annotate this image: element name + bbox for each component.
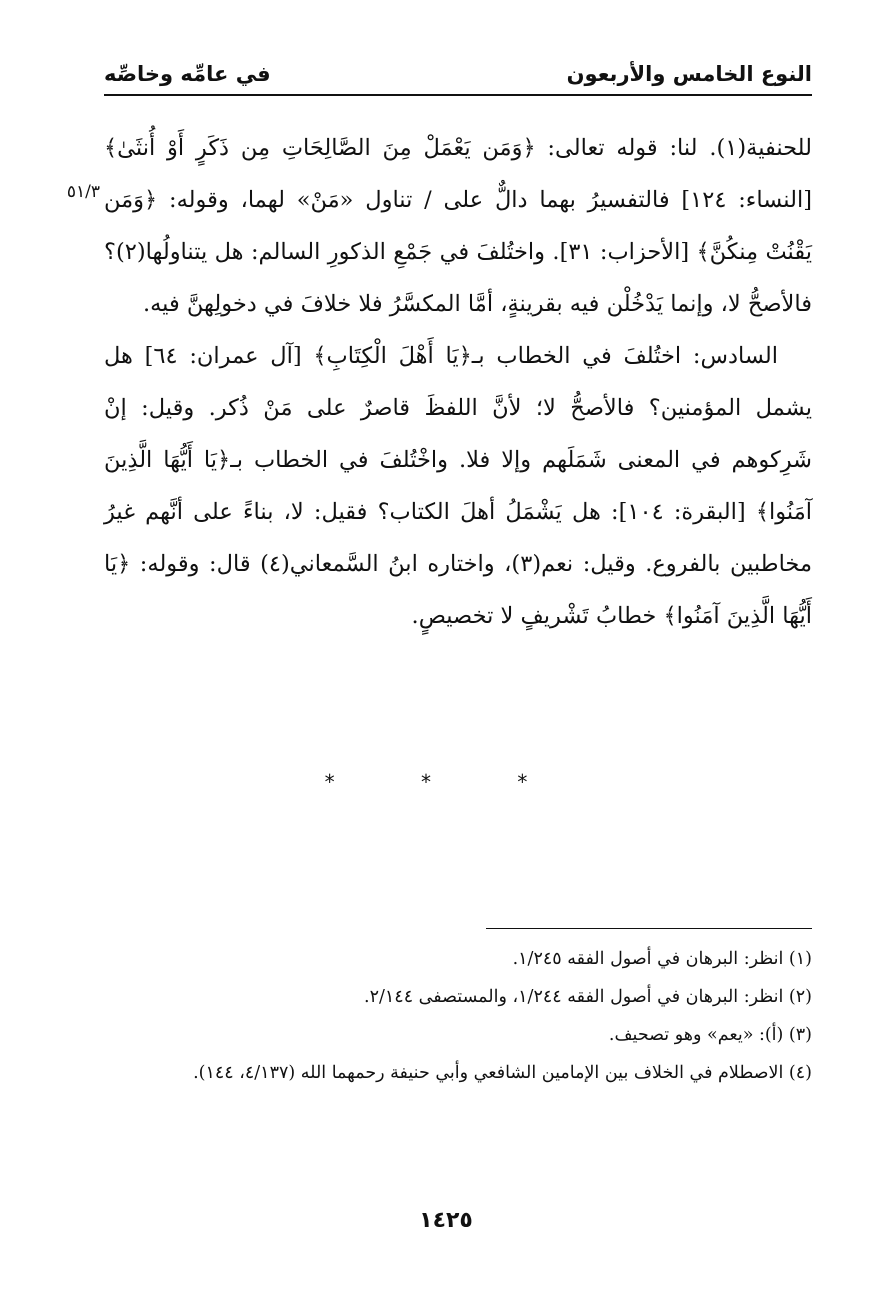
footnote-1: (١) انظر: البرهان في أصول الفقه ١/٢٤٥. [512, 949, 812, 969]
page-number: ١٤٢٥ [419, 1208, 473, 1233]
footnote-3: (٣) (أ): «يعم» وهو تصحيف. [608, 1025, 812, 1045]
running-header [104, 50, 812, 96]
footnote-rule [486, 928, 812, 929]
footnote-2: (٢) انظر: البرهان في أصول الفقه ١/٢٤٤، والمستصفى ٢/١٤٤. [364, 987, 812, 1007]
section-title: في عامِّه وخاصِّه [104, 62, 271, 86]
section-separator: * * * [324, 770, 568, 794]
chapter-title: النوع الخامس والأربعون [566, 62, 812, 86]
main-text [104, 122, 812, 642]
margin-reference: ٥١/٣ [66, 182, 100, 202]
paragraph-2: السادس: اختُلفَ في الخطاب بـ﴿يَا أَهْلَ الْكِتَابِ﴾ [آل عمران: ٦٤] هل يشمل المؤمنين؟ فالأصحُّ لا؛ لأنَّ اللفظَ قاصرٌ على مَنْ ذُكر. وقيل: إنْ شَرِكوهم في المعنى شَمَلَهم وإلا فلا. واخْتُلفَ في الخطاب بـ﴿يَا أَيُّهَا الَّذِينَ آمَنُوا﴾ [البقرة: ١٠٤]: هل يَشْمَلُ أهلَ الكتاب؟ فقيل: لا، بناءً على أنَّهم غيرُ مخاطبين بالفروع. وقيل: نعم(٣)، واختاره ابنُ السَّمعاني(٤) قال: وقوله: ﴿يَا أَيُّهَا الَّذِينَ آمَنُوا﴾ خطابُ تَشْريفٍ لا تخصيصٍ. [104, 343, 813, 629]
footnote-4: (٤) الاصطلام في الخلاف بين الإمامين الشافعي وأبي حنيفة رحمهما الله (٤/١٣٧، ١٤٤). [193, 1063, 812, 1083]
footnotes [104, 940, 812, 1092]
paragraph-1: للحنفية(١). لنا: قوله تعالى: ﴿وَمَن يَعْمَلْ مِنَ الصَّالِحَاتِ مِن ذَكَرٍ أَوْ أُنثَىٰ﴾ [النساء: ١٢٤] فالتفسيرُ بهما دالٌّ على / تناول «مَنْ» لهما، وقوله: ﴿وَمَن يَقْنُتْ مِنكُنَّ﴾ [الأحزاب: ٣١]. واختُلفَ في جَمْعِ الذكورِ السالم: هل يتناولُها(٢)؟ فالأصحُّ لا، وإنما يَدْخُلْن فيه بقرينةٍ، أمَّا المكسَّرُ فلا خلافَ في دخولِهنَّ فيه. [104, 135, 812, 317]
